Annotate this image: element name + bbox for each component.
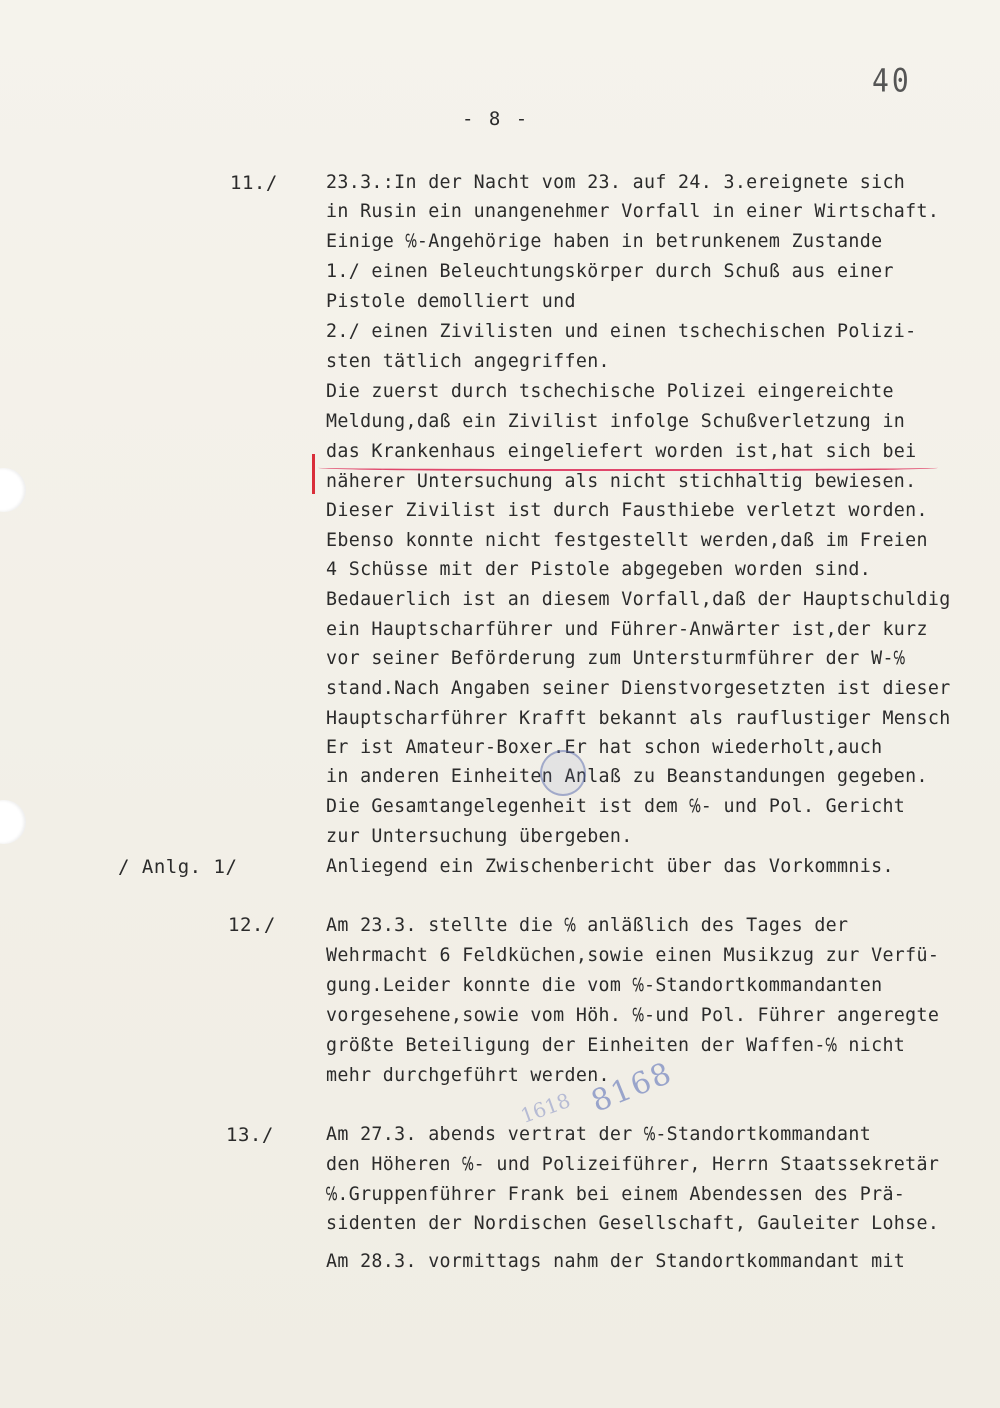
text-line: Ebenso konnte nicht festgestellt werden,daß im Freien xyxy=(326,530,928,551)
text-line: stand.Nach Angaben seiner Dienstvorgesetzten ist dieser xyxy=(326,678,951,699)
text-line: Am 28.3. vormittags nahm der Standortkommandant mit xyxy=(326,1251,906,1272)
text-line: Am 23.3. stellte die ℅ anläßlich des Tages der xyxy=(326,915,849,936)
punch-hole xyxy=(0,468,26,512)
text-line: Dieser Zivilist ist durch Fausthiebe verletzt worden. xyxy=(326,500,928,521)
text-line: Meldung,daß ein Zivilist infolge Schußverletzung in xyxy=(326,411,906,432)
handwritten-scribble: 8168 xyxy=(586,1055,678,1120)
section-number-12: 12./ xyxy=(228,914,276,936)
punch-hole xyxy=(0,800,26,844)
text-line: Hauptscharführer Krafft bekannt als rauflustiger Mensch xyxy=(326,708,951,729)
text-line: näherer Untersuchung als nicht stichhaltig bewiesen. xyxy=(326,471,917,492)
text-line: ℅.Gruppenführer Frank bei einem Abendessen des Prä- xyxy=(326,1184,906,1205)
text-line: ein Hauptscharführer und Führer-Anwärter ist,der kurz xyxy=(326,619,928,640)
section-number-13: 13./ xyxy=(226,1124,274,1146)
text-line: in Rusin ein unangenehmer Vorfall in einer Wirtschaft. xyxy=(326,201,940,222)
text-line: 2./ einen Zivilisten und einen tschechischen Polizi- xyxy=(326,321,917,342)
red-margin-mark xyxy=(312,454,315,494)
red-underline-annotation xyxy=(318,463,938,471)
text-line: Pistole demolliert und xyxy=(326,291,576,312)
text-line: größte Beteiligung der Einheiten der Waffen-℅ nicht xyxy=(326,1035,906,1056)
text-line: mehr durchgeführt werden. xyxy=(326,1065,610,1086)
text-line: in anderen Einheiten Anlaß zu Beanstandungen gegeben. xyxy=(326,766,928,787)
text-line: Er ist Amateur-Boxer.Er hat schon wiederholt,auch xyxy=(326,737,883,758)
text-line: Einige ℅-Angehörige haben in betrunkenem Zustande xyxy=(326,231,883,252)
text-line: den Höheren ℅- und Polizeiführer, Herrn Staatssekretär xyxy=(326,1154,940,1175)
text-line: Bedauerlich ist an diesem Vorfall,daß der Hauptschuldig xyxy=(326,589,951,610)
text-line: zur Untersuchung übergeben. xyxy=(326,826,633,847)
section-number-11: 11./ xyxy=(230,172,278,194)
text-line: gung.Leider konnte die vom ℅-Standortkommandanten xyxy=(326,975,883,996)
text-line: vor seiner Beförderung zum Untersturmführer der W-℅ xyxy=(326,648,906,669)
stamp-mark xyxy=(540,750,586,796)
text-line: vorgesehene,sowie vom Höh. ℅-und Pol. Führer angeregte xyxy=(326,1005,940,1026)
text-line: 4 Schüsse mit der Pistole abgegeben worden sind. xyxy=(326,559,872,580)
text-line: Anliegend ein Zwischenbericht über das Vorkommnis. xyxy=(326,856,894,877)
text-line: Die Gesamtangelegenheit ist dem ℅- und Pol. Gericht xyxy=(326,796,906,817)
page-number: - 8 - xyxy=(462,108,530,130)
text-line: Die zuerst durch tschechische Polizei eingereichte xyxy=(326,381,894,402)
text-line: Am 27.3. abends vertrat der ℅-Standortkommandant xyxy=(326,1124,872,1145)
text-line: 23.3.:In der Nacht vom 23. auf 24. 3.ereignete sich xyxy=(326,172,906,193)
handwritten-scribble: 1618 xyxy=(517,1088,574,1128)
archive-number: 40 xyxy=(872,61,912,100)
text-line: sten tätlich angegriffen. xyxy=(326,351,610,372)
text-line: Wehrmacht 6 Feldküchen,sowie einen Musikzug zur Verfü- xyxy=(326,945,940,966)
attachment-reference: / Anlg. 1/ xyxy=(118,856,238,878)
text-line: sidenten der Nordischen Gesellschaft, Gauleiter Lohse. xyxy=(326,1213,940,1234)
text-line: 1./ einen Beleuchtungskörper durch Schuß aus einer xyxy=(326,261,894,282)
text-line: das Krankenhaus eingeliefert worden ist,hat sich bei xyxy=(326,441,917,462)
